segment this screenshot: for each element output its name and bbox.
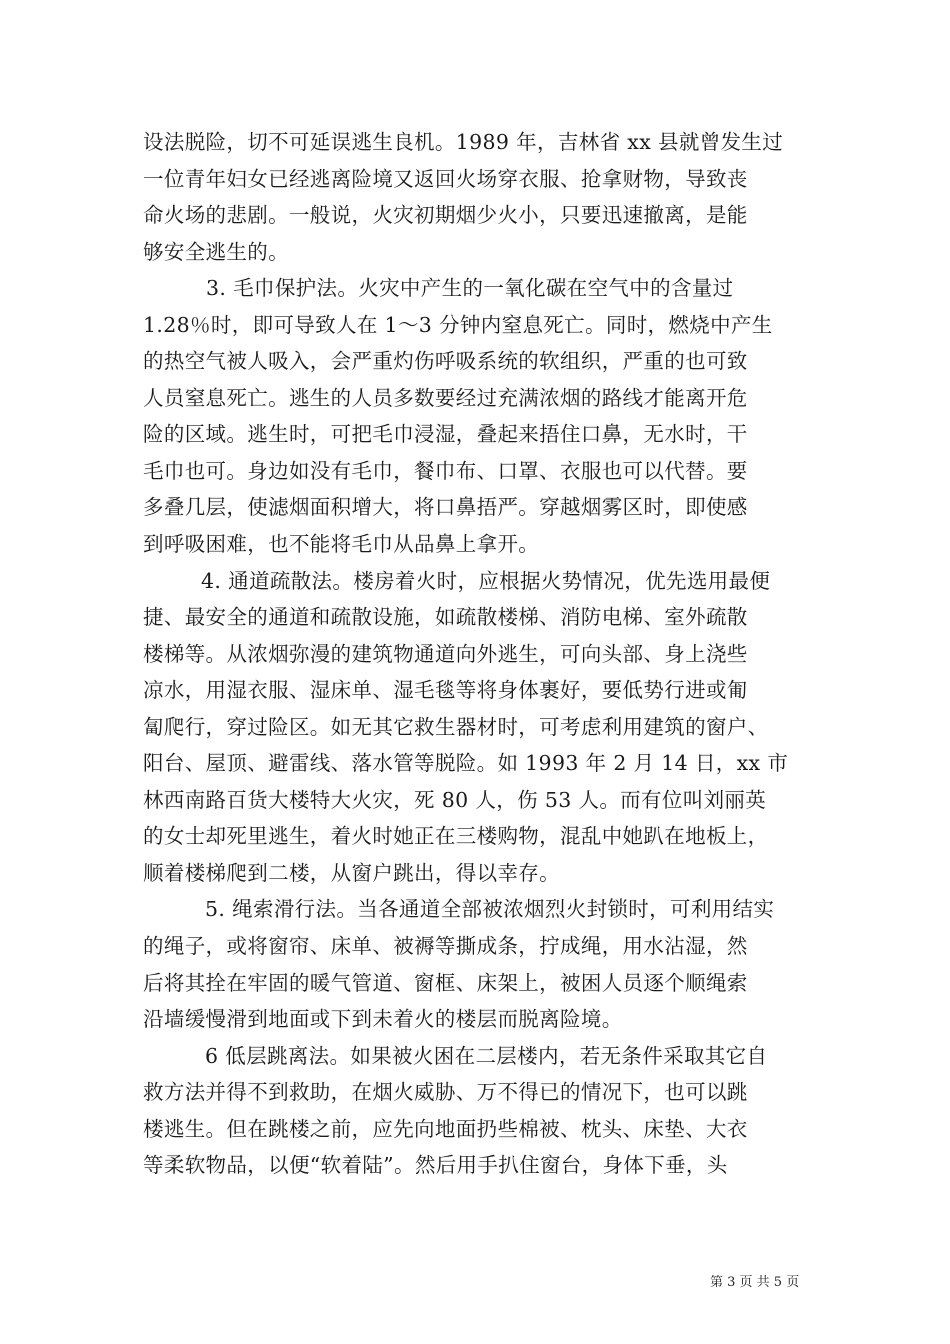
paragraph-line: 多叠几层，使滤烟面积增大，将口鼻捂严。穿越烟雾区时，即使感: [143, 495, 748, 520]
paragraph-line: 人员窒息死亡。逃生的人员多数要经过充满浓烟的路线才能离开危: [143, 385, 748, 410]
paragraph-line: 4. 通道疏散法。楼房着火时，应根据火势情况，优先选用最便: [201, 568, 771, 593]
page-number-footer: 第 3 页 共 5 页: [710, 1275, 800, 1290]
paragraph-line: 5. 绳索滑行法。当各通道全部被浓烟烈火封锁时，可利用结实: [205, 897, 775, 922]
paragraph-line: 3. 毛巾保护法。火灾中产生的一氧化碳在空气中的含量过: [206, 276, 734, 301]
paragraph-line: 匐爬行，穿过险区。如无其它救生器材时，可考虑利用建筑的窗户、: [143, 714, 769, 739]
paragraph-line: 楼逃生。但在跳楼之前，应先向地面扔些棉被、枕头、床垫、大衣: [143, 1116, 748, 1141]
paragraph-line: 险的区域。逃生时，可把毛巾浸湿，叠起来捂住口鼻，无水时，干: [143, 422, 748, 447]
paragraph-line: 楼梯等。从浓烟弥漫的建筑物通道向外逃生，可向头部、身上浇些: [143, 641, 748, 666]
paragraph-line: 到呼吸困难，也不能将毛巾从品鼻上拿开。: [143, 532, 540, 557]
paragraph-line: 一位青年妇女已经逃离险境又返回火场穿衣服、抢拿财物，导致丧: [143, 166, 748, 191]
paragraph-line: 6 低层跳离法。如果被火困在二层楼内，若无条件采取其它自: [205, 1043, 768, 1068]
paragraph-line: 命火场的悲剧。一般说，火灾初期烟少火小，只要迅速撤离，是能: [143, 203, 748, 228]
paragraph-line: 凉水，用湿衣服、湿床单、湿毛毯等将身体裹好，要低势行进或匍: [143, 678, 748, 703]
paragraph-line: 设法脱险，切不可延误逃生良机。1989 年，吉林省 xx 县就曾发生过: [143, 130, 784, 154]
paragraph-line: 毛巾也可。身边如没有毛巾，餐巾布、口罩、衣服也可以代替。要: [143, 458, 748, 483]
paragraph-line: 的绳子，或将窗帘、床单、被褥等撕成条，拧成绳，用水沾湿，然: [143, 934, 748, 959]
paragraph-line: 1.28％时，即可导致人在 1～3 分钟内窒息死亡。同时，燃烧中产生: [143, 312, 773, 337]
paragraph-line: 救方法并得不到救助，在烟火威胁、万不得已的情况下，也可以跳: [143, 1080, 748, 1105]
paragraph-line: 沿墙缓慢滑到地面或下到未着火的楼层而脱离险境。: [143, 1007, 623, 1032]
paragraph-line: 顺着楼梯爬到二楼，从窗户跳出，得以幸存。: [143, 860, 560, 885]
paragraph-line: 林西南路百货大楼特大火灾，死 80 人，伤 53 人。而有位叫刘丽英: [143, 787, 767, 812]
paragraph-line: 等柔软物品，以便“软着陆”。然后用手扒住窗台，身体下垂，头: [143, 1153, 728, 1178]
document-body: [143, 124, 808, 1184]
paragraph-line: 阳台、屋顶、避雷线、落水管等脱险。如 1993 年 2 月 14 日，xx 市: [143, 751, 789, 776]
paragraph-line: 捷、最安全的通道和疏散设施，如疏散楼梯、消防电梯、室外疏散: [143, 605, 748, 630]
paragraph-line: 的女士却死里逃生，着火时她正在三楼购物，混乱中她趴在地板上，: [143, 824, 769, 849]
paragraph-line: 的热空气被人吸入，会严重灼伤呼吸系统的软组织，严重的也可致: [143, 349, 748, 374]
paragraph-line: 够安全逃生的。: [143, 239, 289, 264]
paragraph-line: 后将其拴在牢固的暖气管道、窗框、床架上，被困人员逐个顺绳索: [143, 970, 748, 995]
